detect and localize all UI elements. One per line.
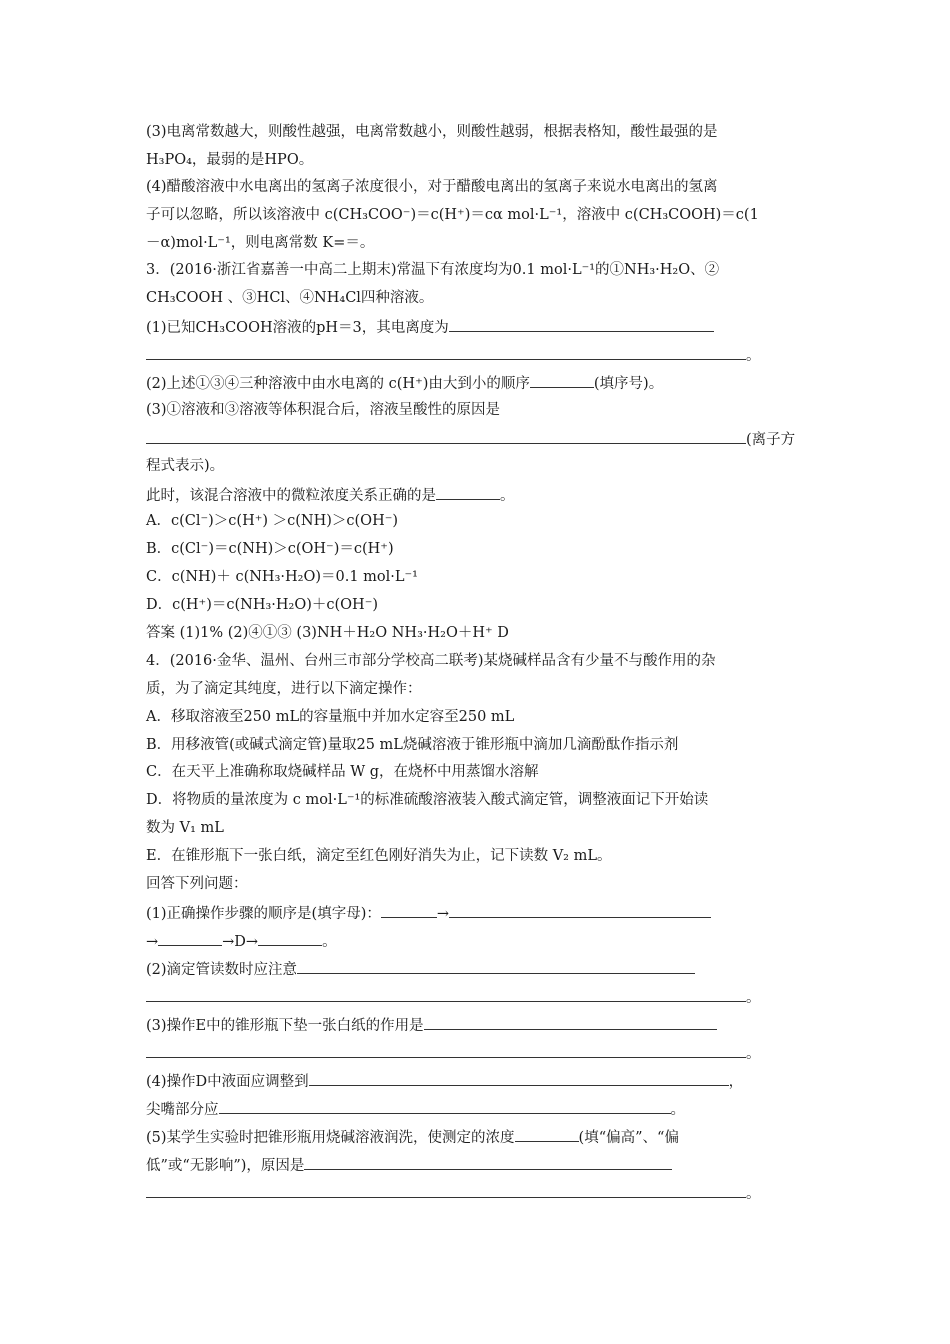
q4-sub5-blank-c[interactable] [146, 1182, 746, 1198]
q4-sub3-line2 [146, 1042, 761, 1064]
q3-sub3-question [146, 484, 515, 506]
q4-step-d: D．将物质的量浓度为 c mol·L⁻¹的标准硫酸溶液装入酸式滴定管，调整液面记下开始读 [146, 792, 709, 808]
q3-sub3-question-text: 此时，该混合溶液中的微粒浓度关系正确的是 [146, 488, 436, 504]
q4-step-e: E．在锥形瓶下一张白纸，滴定至红色刚好消失为止，记下读数 V₂ mL。 [146, 848, 612, 864]
q4-sub1-text: (1)正确操作步骤的顺序是(填字母)： [146, 906, 381, 922]
q4-sub4-text: (4)操作D中液面应调整到 [146, 1074, 309, 1090]
q4-sub5-text: (5)某学生实验时把锥形瓶用烧碱溶液润洗，使测定的浓度 [146, 1130, 515, 1146]
q3-option-d: D．c(H⁺)＝c(NH₃·H₂O)＋c(OH⁻) [146, 597, 379, 613]
q4-sub2-text: (2)滴定管读数时应注意 [146, 962, 298, 978]
q3-sub2-tail: (填序号)。 [593, 376, 664, 392]
q4-sub1-blank-4[interactable] [258, 930, 322, 946]
q3-sub3-line: (3)①溶液和③溶液等体积混合后，溶液呈酸性的原因是 [146, 402, 501, 418]
q4-sub2-blank-b[interactable] [146, 986, 746, 1002]
q3-option-a: A．c(Cl⁻)＞c(H⁺) ＞c(NH)＞c(OH⁻) [146, 513, 399, 529]
q3-sub1-end: 。 [746, 348, 761, 364]
p4-line-3: －α)mol·L⁻¹，则电离常数 K=＝。 [146, 235, 375, 251]
q3-sub3-tail: (离子方 [746, 432, 796, 448]
q4-sub2-end: 。 [746, 990, 761, 1006]
q4-sub1-blank-3[interactable] [158, 930, 222, 946]
p4-line-2: 子可以忽略，所以该溶液中 c(CH₃COO⁻)＝c(H⁺)＝cα mol·L⁻¹，溶液中 c(CH₃COOH)＝c(1 [146, 207, 759, 223]
q3-sub1-line2 [146, 344, 761, 366]
q3-option-b: B．c(Cl⁻)＝c(NH)＞c(OH⁻)＝c(H⁺) [146, 541, 394, 557]
q3-answer: 答案 (1)1% (2)④①③ (3)NH＋H₂O NH₃·H₂O＋H⁺ D [146, 625, 509, 641]
q4-step-b: B．用移液管(或碱式滴定管)量取25 mL烧碱溶液于锥形瓶中滴加几滴酚酞作指示剂 [146, 737, 679, 753]
q3-sub2-line [146, 372, 663, 394]
q4-prompt: 回答下列问题： [146, 876, 248, 892]
q4-sub5-line3 [146, 1182, 761, 1204]
q3-sub1-text: (1)已知CH₃COOH溶液的pH＝3，其电离度为 [146, 320, 449, 336]
q3-sub1-blank-a[interactable] [449, 316, 714, 332]
q4-sub5-end: 。 [746, 1186, 761, 1202]
q3-sub3-question-end: 。 [500, 488, 515, 504]
q4-sub4-blank-a[interactable] [309, 1070, 729, 1086]
q3-sub1-line [146, 316, 714, 338]
q3-intro-1: 3．(2016·浙江省嘉善一中高二上期末)常温下有浓度均为0.1 mol·L⁻¹的①NH₃·H₂O、② [146, 262, 720, 278]
q3-option-c: C．c(NH)＋ c(NH₃·H₂O)＝0.1 mol·L⁻¹ [146, 569, 418, 585]
q4-sub1-end: 。 [322, 934, 337, 950]
q3-sub3-line2 [146, 428, 795, 450]
q3-sub3-question-blank[interactable] [436, 484, 500, 500]
q4-sub5-line [146, 1126, 679, 1148]
q4-step-c: C．在天平上准确称取烧碱样品 W g，在烧杯中用蒸馏水溶解 [146, 764, 539, 780]
q4-sub1-line2 [146, 930, 337, 952]
q4-sub5-blank-a[interactable] [515, 1126, 579, 1142]
q3-sub2-blank[interactable] [530, 372, 594, 388]
q4-sub4-end: 。 [670, 1102, 685, 1118]
q4-intro-2: 质，为了滴定其纯度，进行以下滴定操作： [146, 681, 422, 697]
q4-step-d-cont: 数为 V₁ mL [146, 820, 224, 836]
q4-sub4-blank-b[interactable] [219, 1098, 671, 1114]
q4-sub3-text: (3)操作E中的锥形瓶下垫一张白纸的作用是 [146, 1018, 424, 1034]
p3-line-2: H₃PO₄，最弱的是HPO。 [146, 152, 314, 168]
q4-sub1-arrow-2: → [146, 934, 159, 950]
p3-line-1: (3)电离常数越大，则酸性越强，电离常数越小，则酸性越弱，根据表格知，酸性最强的是 [146, 124, 718, 140]
q4-sub4-line2 [146, 1098, 685, 1120]
q4-sub1-line [146, 902, 711, 924]
q3-sub1-blank-b[interactable] [146, 344, 746, 360]
q4-sub1-arrow-1: → [436, 906, 450, 922]
q4-sub4-text-b: 尖嘴部分应 [146, 1102, 219, 1118]
q4-sub2-line2 [146, 986, 761, 1008]
q4-sub3-blank-b[interactable] [146, 1042, 746, 1058]
q3-sub3-cont: 程式表示)。 [146, 458, 225, 474]
p4-line-1: (4)醋酸溶液中水电离出的氢离子浓度很小，对于醋酸电离出的氢离子来说水电离出的氢离 [146, 179, 718, 195]
q3-sub2-text: (2)上述①③④三种溶液中由水电离的 c(H⁺)由大到小的顺序 [146, 376, 530, 392]
q4-sub5-blank-b[interactable] [304, 1154, 672, 1170]
q4-sub1-d: →D→ [222, 934, 259, 950]
q4-intro-1: 4．(2016·金华、温州、台州三市部分学校高二联考)某烧碱样品含有少量不与酸作用的杂 [146, 653, 716, 669]
q4-sub2-line [146, 958, 695, 980]
q4-sub3-line [146, 1014, 717, 1036]
q4-step-a: A．移取溶液至250 mL的容量瓶中并加水定容至250 mL [146, 709, 515, 725]
q4-sub5-text-b: (填“偏高”、“偏 [578, 1130, 679, 1146]
q4-sub1-blank-1[interactable] [381, 902, 437, 918]
q4-sub2-blank-a[interactable] [297, 958, 695, 974]
q4-sub5-text-c: 低”或“无影响”)，原因是 [146, 1158, 305, 1174]
q3-sub3-blank[interactable] [146, 428, 746, 444]
q3-intro-2: CH₃COOH 、③HCl、④NH₄Cl四种溶液。 [146, 290, 434, 306]
q4-sub4-comma: ， [728, 1074, 744, 1090]
q4-sub4-line [146, 1070, 743, 1092]
q4-sub5-line2 [146, 1154, 672, 1176]
q4-sub3-end: 。 [746, 1046, 761, 1062]
q4-sub1-blank-2[interactable] [449, 902, 711, 918]
q4-sub3-blank-a[interactable] [424, 1014, 717, 1030]
